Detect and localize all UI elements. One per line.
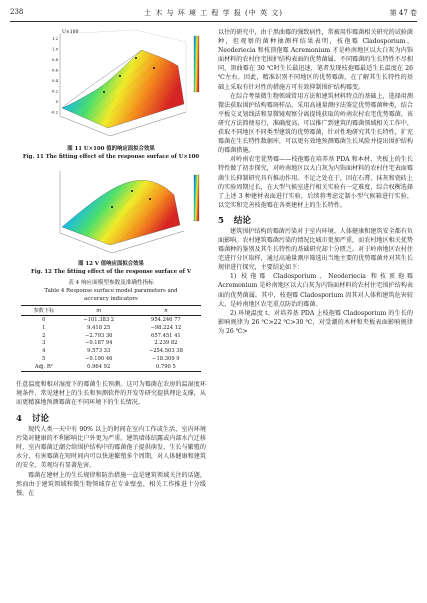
paragraph: 霉菌在建材上的生长规律和防治措施一直是建筑领域关注的话题，然而由于建筑领域和微生物领域存在专业壁垒，相关工作推进十分缓慢。在 [16, 471, 206, 497]
table-row [21, 316, 201, 324]
figure-11 [16, 28, 206, 146]
cell: 0 [42, 316, 46, 323]
section-4-heading [16, 413, 206, 425]
cell: 954.246 77 [151, 316, 181, 323]
cell: −2.793 36 [84, 332, 113, 339]
table-row [21, 340, 201, 348]
cell: 4 [42, 348, 46, 355]
header-n: n [131, 306, 201, 316]
cell: 9.573 33 [87, 348, 111, 355]
cell: −0.190 46 [84, 355, 113, 362]
left-column [16, 28, 206, 498]
table-row [21, 347, 201, 355]
y-tick-label: 0.8 [51, 57, 58, 62]
table-4-title-en-line2: accuracy indicators [84, 295, 138, 302]
cell: 9.418 25 [87, 324, 111, 331]
figure-12-caption-en: Fig. 12 The fitting effect of the response surface of V [30, 268, 192, 275]
figure-11-surface-plot [16, 28, 206, 146]
cell: 0.790 5 [131, 363, 201, 371]
cell: 1 [42, 324, 46, 331]
cell: 3 [42, 340, 46, 347]
paragraph: 对岭南农宅优势霉——枝孢霉在培养基 PDA 和本材、夹板上的生长特性做了初步探究，对岭南地区以大白灰为内饰面材料的农村住宅表面霉菌生长抑制研究具有推动作用。不足之处在于，因在石膏、抹灰和瓷砖上的实验周期过长，在大型气候室进行相关实验有一定难度，综合权衡选择了上述 3 种建材表面进行实验，后续将考虑定制小型气候箱进行实验，以完实和完善枝孢霉在各类建材上的生长特性。 [218, 156, 413, 209]
table-4-title-cn: 表 4 响应面模型参数及准确性指标 [68, 280, 154, 287]
cell: 5 [42, 355, 46, 362]
y-tick-label: 0.4 [51, 78, 58, 83]
cell: −0.187 94 [84, 340, 113, 347]
section-number: 5 [218, 215, 224, 226]
section-title: 讨论 [31, 414, 49, 425]
paragraph: 2) 环境温度 t、对培养基 PDA 上枝孢霉 Cladosporium 的生长的影响规律为 26 ℃>22 ℃>30 ℃，对受潮的木材和夹板表面影响规律为 26 ℃> [218, 309, 413, 335]
y-tick-label: -0.2 [50, 109, 58, 115]
header-param: 参数下标 [21, 306, 67, 316]
cell: 2 [42, 332, 46, 339]
right-column [218, 28, 413, 336]
header-rule [10, 21, 417, 22]
table-4-title-en-line1: Table 4 Response surface model parameters and [44, 288, 178, 295]
figure-11-caption-en: Fig. 11 The fitting effect of the response surface of U×100 [22, 153, 200, 160]
paragraph: 现代人类一天中有 90% 以上的时间在室内工作或生活，室内环境污染对健康的不利影响比户外更为严重。建筑墙体结露或内部水汽迁移时，室内霉菌迁潮会给围护结构中的霉菌孢子提供萌发、生长与繁殖的水分，有害霉菌在短时间内可以快速繁殖多个周期，对人体健康和建筑的安全、美观均有显著危害。 [16, 426, 206, 470]
y-axis-title: U×100 [62, 30, 79, 35]
running-header [10, 8, 417, 20]
y-tick-label: 0.6 [51, 67, 58, 73]
page-number: 238 [10, 8, 24, 16]
section-title: 结论 [233, 215, 251, 226]
y-tick-label: 0.2 [51, 88, 58, 94]
section-number: 4 [16, 414, 22, 425]
table-row [21, 332, 201, 340]
header-m: m [67, 306, 131, 316]
paragraph: 在综合考量微生物领域常用方法和建筑材料特点的基础上，选择用测微法获取围护结构霉斑样品，采用高通量测序法鉴定优势霉菌种类，结合平板交叉划线法和显微镜观察分离提纯获取的岭南农村农宅优势霉菌。该研究方法简便易行，准确度高，可以推广到建筑的霉菌领域相关工作中，获取不同地区不同类型建筑的优势霉菌，针对性地研究其生长特性，扩充霉菌在生长特性数据库，可以更有效地预测霉菌生长风险并提出围护结构的霉菌措施。 [218, 92, 413, 155]
cell: −254.503 38 [148, 348, 183, 355]
cell: 657.451 41 [151, 332, 181, 339]
figure-12-surface-plot [16, 165, 206, 261]
paragraph: 建筑围护结构的霉菌污染对于室内环境、人体健康和建筑安全都有负面影响。农村建筑霉菌污染的情况比城市更加严重，而农村地区相关优势霉菌种的鉴别及其生长特性的基础研究却十分匮乏。对于岭南地区农村住宅进行分区取样，通过高通量测序筛选出当地主要的优势霉菌并对其生长规律进行探究，主要结论如下： [218, 227, 413, 272]
table-row [21, 363, 201, 371]
cell: 0.964 92 [67, 363, 131, 371]
paragraph: 1) 枝孢霉 Cladosporium、Neoderiecia 和枝顶孢霉 Acremonium 是岭南地区以大白灰为内饰面材料的农村住宅围护结构表面的优势菌属。其中，枝孢霉 Cladosporium 因其对人体和建筑危害较大，是岭南地区农宅重点防治的霉菌。 [218, 273, 413, 308]
cell: −18.309 9 [152, 355, 180, 362]
table-4 [21, 305, 201, 371]
table-row [21, 355, 201, 363]
paragraph: 以往的研究中，由于黑曲霉的强致病性，常被用作霉菌相关研究的试验菌种，但观察的菌种抽测样结果表明，枝孢霉 Cladosporium、Neoderiecia 和枝顶孢霉 Acremonium 才是岭南地区以大白灰为内饰面材料的农村住宅围护结构表面的优势菌属。不同霉菌的生长特性不尽相同，黑曲霉在 30 ℃时生长最迅速，笔者发现枝孢霉最适生长温度在 26 ℃左右。因此，精准识别不同地区的优势霉菌，在了解其生长特性的基础上采取有针对性的措施方可有效抑制围护结构霉变。 [218, 29, 413, 91]
figure-11-caption-cn: 图 11 U×100 值的响应面拟合效果 [67, 146, 155, 152]
y-tick-label: 1.0 [51, 46, 58, 52]
figure-12 [16, 165, 206, 261]
volume-label: 第 47 卷 [389, 9, 417, 17]
cell: Adj. R² [21, 363, 67, 371]
cell: −101.383 2 [83, 316, 115, 323]
journal-title: 土 木 与 环 境 工 程 学 报 (中 英 文) [144, 9, 283, 17]
table-header-row [21, 306, 201, 316]
table-row [21, 324, 201, 332]
figure-12-caption-cn: 图 12 V 值响应面拟合效果 [78, 261, 144, 268]
y-tick-label: 1.2 [51, 36, 58, 41]
section-5-heading [218, 215, 413, 227]
cell: −98.224 12 [150, 324, 182, 331]
cell: 2.239 82 [154, 340, 178, 347]
y-tick-label: 0 [55, 99, 58, 104]
paragraph: 任意温度和相对湿度下的霉菌生长预测。这可为霉菌在农房的温湿度环境条件、常见建材上的生长和预测软件的开发等研究提供理论支撑，从而更精准地预测霉菌在不同环境下的生长情况。 [16, 380, 206, 407]
